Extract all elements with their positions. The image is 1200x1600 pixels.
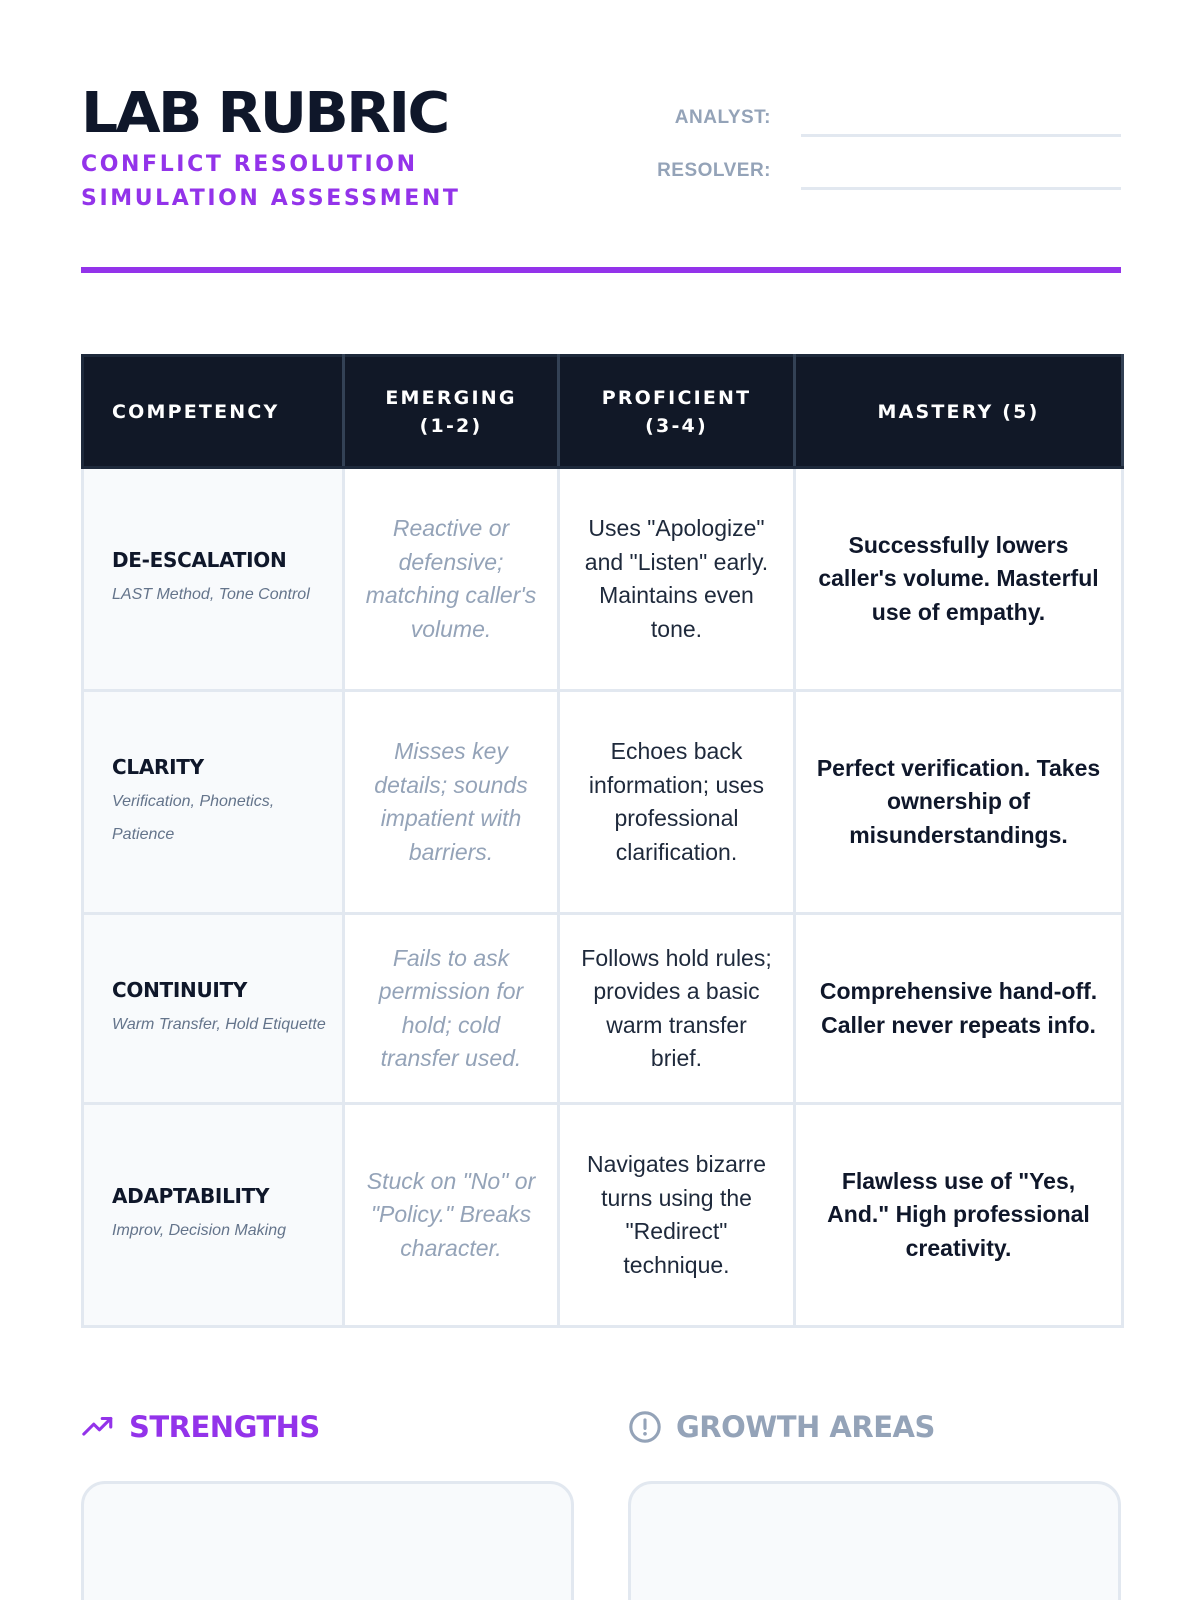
header-divider (81, 267, 1121, 273)
competency-skills: Verification, Phonetics, Patience (112, 792, 275, 843)
page-subtitle: CONFLICT RESOLUTION SIMULATION ASSESSMENT (81, 152, 461, 211)
competency-skills: LAST Method, Tone Control (112, 586, 310, 604)
competency-name: CONTINUITY (112, 977, 248, 1002)
resolver-label: RESOLVER: (657, 160, 771, 181)
competency-skills: Warm Transfer, Hold Etiquette (112, 1015, 326, 1033)
table-header-row (83, 356, 1123, 468)
emerging-cell: Fails to ask permission for hold; cold transfer used. (344, 914, 559, 1104)
growth-areas-title: GROWTH AREAS (676, 1410, 935, 1444)
competency-cell (83, 468, 344, 691)
growth-areas-notes-box[interactable] (628, 1481, 1121, 1600)
growth-areas-heading (628, 1405, 935, 1449)
competency-name: ADAPTABILITY (112, 1184, 270, 1209)
mastery-cell: Flawless use of "Yes, And." High professional creativity. (795, 1104, 1123, 1327)
mastery-cell: Successfully lowers caller's volume. Masterful use of empathy. (795, 468, 1123, 691)
proficient-cell: Uses "Apologize" and "Listen" early. Maintains even tone. (559, 468, 795, 691)
table-row (83, 691, 1123, 914)
proficient-cell: Follows hold rules; provides a basic warm transfer brief. (559, 914, 795, 1104)
proficient-cell: Navigates bizarre turns using the "Redirect" technique. (559, 1104, 795, 1327)
strengths-title: STRENGTHS (129, 1410, 320, 1444)
competency-skills: Improv, Decision Making (112, 1222, 286, 1240)
table-row (83, 914, 1123, 1104)
strengths-notes-box[interactable] (81, 1481, 574, 1600)
rubric-table (81, 354, 1124, 1328)
competency-cell (83, 691, 344, 914)
column-header-emerging (344, 356, 559, 468)
competency-cell (83, 1104, 344, 1327)
column-header-mastery: MASTERY (5) (795, 356, 1123, 468)
strengths-heading (81, 1405, 320, 1449)
analyst-label: ANALYST: (674, 107, 771, 128)
emerging-cell: Stuck on "No" or "Policy." Breaks character. (344, 1104, 559, 1327)
alert-circle-icon (628, 1410, 662, 1444)
table-row (83, 1104, 1123, 1327)
analyst-field[interactable] (801, 134, 1121, 137)
column-header-competency: COMPETENCY (83, 356, 344, 468)
emerging-cell: Reactive or defensive; matching caller's volume. (344, 468, 559, 691)
resolver-field[interactable] (801, 187, 1121, 190)
column-header-proficient (559, 356, 795, 468)
mastery-cell: Perfect verification. Takes ownership of misunderstandings. (795, 691, 1123, 914)
column-header-proficient-label: PROFICIENT (3-4) (601, 386, 752, 437)
competency-name: CLARITY (112, 754, 204, 779)
trending-up-icon (81, 1410, 115, 1444)
proficient-cell: Echoes back information; uses professional clarification. (559, 691, 795, 914)
competency-name: DE-ESCALATION (112, 548, 287, 573)
column-header-emerging-label: EMERGING (1-2) (385, 386, 517, 437)
emerging-cell: Misses key details; sounds impatient with barriers. (344, 691, 559, 914)
competency-cell (83, 914, 344, 1104)
table-row (83, 468, 1123, 691)
mastery-cell: Comprehensive hand-off. Caller never repeats info. (795, 914, 1123, 1104)
page-title: LAB RUBRIC (81, 81, 448, 146)
